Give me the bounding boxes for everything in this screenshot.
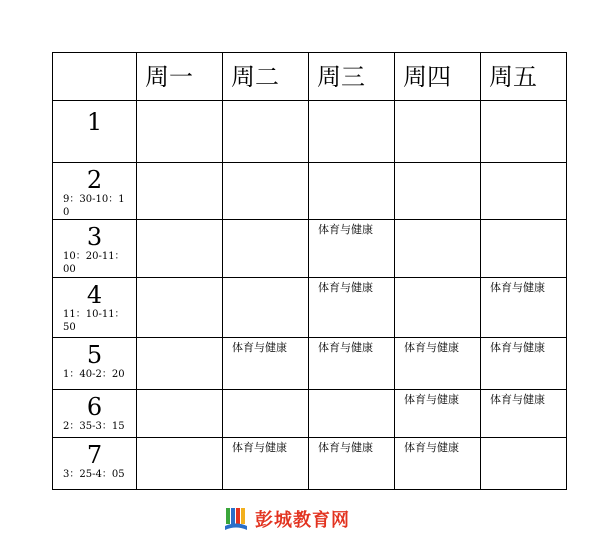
schedule-cell bbox=[223, 101, 309, 163]
schedule-cell bbox=[395, 390, 481, 438]
period-number: 1 bbox=[86, 108, 103, 136]
schedule-cell bbox=[223, 390, 309, 438]
period-cell bbox=[53, 438, 137, 490]
schedule-cell bbox=[137, 278, 223, 338]
schedule-cell bbox=[137, 438, 223, 490]
schedule-cell bbox=[395, 278, 481, 338]
course-name: 体育与健康 bbox=[232, 341, 287, 354]
course-name: 体育与健康 bbox=[404, 441, 459, 454]
period-cell bbox=[53, 338, 137, 390]
period-row bbox=[53, 438, 567, 490]
period-row bbox=[53, 220, 567, 278]
period-cell bbox=[53, 390, 137, 438]
period-time: 3：25-4：05 bbox=[63, 469, 125, 480]
day-header: 周二 bbox=[223, 53, 309, 101]
schedule-cell bbox=[309, 390, 395, 438]
course-name: 体育与健康 bbox=[490, 393, 545, 406]
schedule-cell bbox=[481, 438, 567, 490]
schedule-cell bbox=[137, 338, 223, 390]
period-time: 10：20-11：00 bbox=[63, 251, 125, 275]
course-name: 体育与健康 bbox=[404, 393, 459, 406]
header-row bbox=[53, 53, 567, 101]
schedule-cell bbox=[481, 278, 567, 338]
course-name: 体育与健康 bbox=[318, 341, 373, 354]
schedule-cell bbox=[137, 390, 223, 438]
period-row bbox=[53, 101, 567, 163]
schedule-cell bbox=[137, 163, 223, 220]
schedule-cell bbox=[481, 163, 567, 220]
schedule-cell bbox=[309, 101, 395, 163]
schedule-cell bbox=[309, 438, 395, 490]
schedule-cell bbox=[481, 338, 567, 390]
period-time: 11：10-11：50 bbox=[63, 309, 125, 333]
course-name: 体育与健康 bbox=[318, 281, 373, 294]
course-name: 体育与健康 bbox=[490, 341, 545, 354]
period-number: 6 bbox=[86, 393, 103, 421]
corner-cell bbox=[53, 53, 137, 101]
day-header: 周一 bbox=[137, 53, 223, 101]
schedule-cell bbox=[223, 438, 309, 490]
day-header: 周四 bbox=[395, 53, 481, 101]
schedule-cell bbox=[223, 163, 309, 220]
site-logo bbox=[223, 506, 350, 532]
schedule-cell bbox=[309, 278, 395, 338]
period-row bbox=[53, 278, 567, 338]
period-number: 5 bbox=[86, 341, 103, 369]
course-name: 体育与健康 bbox=[318, 441, 373, 454]
period-time: 2：35-3：15 bbox=[63, 421, 125, 432]
schedule-cell bbox=[223, 338, 309, 390]
schedule-cell bbox=[309, 220, 395, 278]
course-name: 体育与健康 bbox=[490, 281, 545, 294]
schedule-cell bbox=[137, 220, 223, 278]
schedule-cell bbox=[395, 101, 481, 163]
period-cell bbox=[53, 220, 137, 278]
period-number: 4 bbox=[86, 281, 103, 309]
period-time: 9：30-10：10 bbox=[63, 194, 125, 218]
schedule-cell bbox=[481, 390, 567, 438]
logo-text: 彭城教育网 bbox=[255, 510, 350, 531]
schedule-cell bbox=[137, 101, 223, 163]
schedule-cell bbox=[223, 278, 309, 338]
class-timetable bbox=[52, 52, 567, 490]
schedule-cell bbox=[309, 163, 395, 220]
schedule-cell bbox=[481, 220, 567, 278]
course-name: 体育与健康 bbox=[232, 441, 287, 454]
schedule-cell bbox=[395, 438, 481, 490]
period-cell bbox=[53, 278, 137, 338]
course-name: 体育与健康 bbox=[318, 223, 373, 236]
book-icon bbox=[223, 506, 249, 532]
day-header: 周五 bbox=[481, 53, 567, 101]
course-name: 体育与健康 bbox=[404, 341, 459, 354]
schedule-cell bbox=[309, 338, 395, 390]
period-cell bbox=[53, 101, 137, 163]
day-header: 周三 bbox=[309, 53, 395, 101]
period-number: 3 bbox=[86, 223, 103, 251]
period-time: 1：40-2：20 bbox=[63, 369, 125, 380]
schedule-cell bbox=[481, 101, 567, 163]
schedule-cell bbox=[395, 220, 481, 278]
period-cell bbox=[53, 163, 137, 220]
period-number: 7 bbox=[86, 441, 103, 469]
schedule-cell bbox=[223, 220, 309, 278]
period-row bbox=[53, 390, 567, 438]
period-row bbox=[53, 163, 567, 220]
period-row bbox=[53, 338, 567, 390]
schedule-cell bbox=[395, 338, 481, 390]
schedule-cell bbox=[395, 163, 481, 220]
period-number: 2 bbox=[86, 166, 103, 194]
